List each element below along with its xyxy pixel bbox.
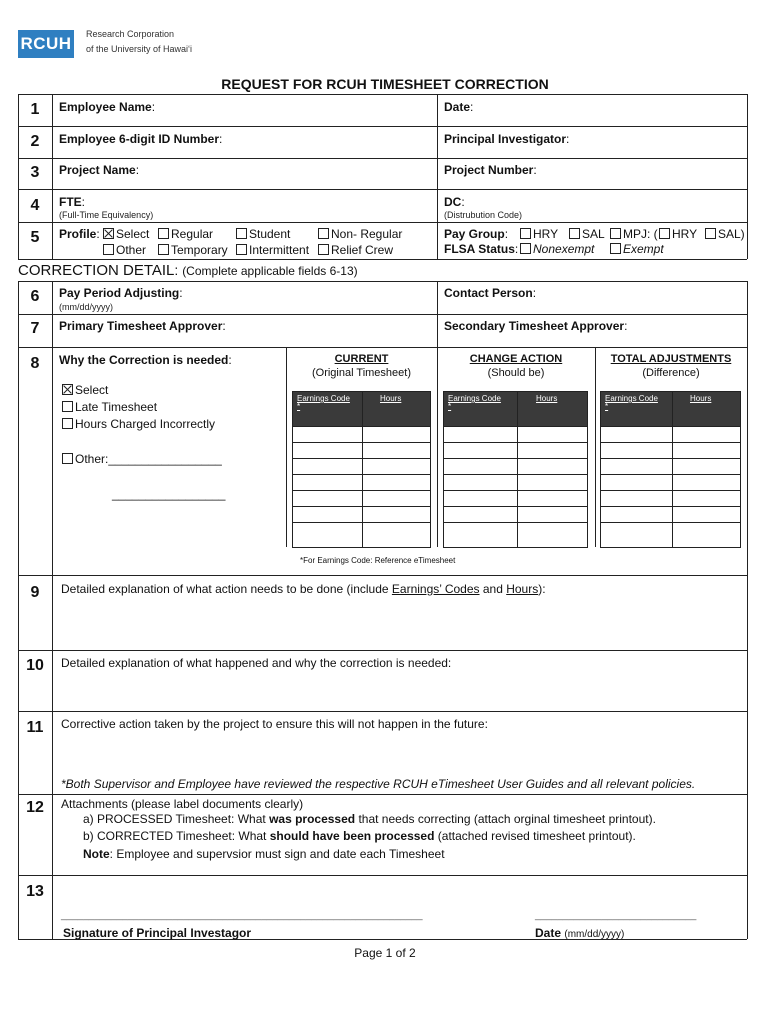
row-number-12: 12 <box>26 799 44 816</box>
frame-left-lower <box>18 281 19 939</box>
line-r5 <box>18 259 747 260</box>
attachment-note: Note: Employee and supervsior must sign and date each Timesheet <box>83 847 445 861</box>
mid-divider-top <box>437 94 438 259</box>
date-line[interactable]: _____________________________ <box>535 910 697 921</box>
reason-hours-charged-option[interactable]: Hours Charged Incorrectly <box>62 417 215 431</box>
earnings-code-footnote: *For Earnings Code: Reference eTimesheet <box>300 556 456 565</box>
fte-field[interactable]: FTE: <box>59 195 86 209</box>
signature-label: Signature of Principal Investagor <box>63 926 252 940</box>
change-action-column-title: CHANGE ACTION <box>469 353 563 365</box>
profile-nonregular-option[interactable]: Non- Regular <box>318 227 402 241</box>
principal-investigator-field[interactable]: Principal Investigator: <box>444 132 570 146</box>
flsa-nonexempt-option[interactable]: Nonexempt <box>520 242 594 256</box>
table-row-line <box>601 506 740 507</box>
fte-sublabel: (Full-Time Equivalency) <box>59 210 154 220</box>
table-row-line <box>444 458 587 459</box>
contact-person-field[interactable]: Contact Person: <box>444 286 537 300</box>
contact-person-label: Contact Person <box>444 286 533 300</box>
profile-label: Profile: <box>59 227 100 241</box>
current-earnings-table <box>292 391 431 548</box>
num-col-divider <box>52 94 53 259</box>
happened-explanation-input[interactable] <box>53 674 747 709</box>
happened-explanation-label: Detailed explanation of what happened and why the correction is needed: <box>61 656 452 670</box>
checkbox-icon <box>103 244 114 255</box>
row-number-10: 10 <box>26 657 44 674</box>
profile-intermittent-option[interactable]: Intermittent <box>236 243 309 257</box>
checkbox-icon <box>610 243 621 254</box>
checkbox-icon <box>318 228 329 239</box>
other-blank-line-2[interactable]: _________________ <box>112 487 226 501</box>
table-row-line <box>444 474 587 475</box>
secondary-approver-field[interactable]: Secondary Timesheet Approver: <box>444 319 628 333</box>
org-name-line2: of the University of Hawai‘i <box>86 44 193 54</box>
corrective-action-label: Corrective action taken by the project to ensure this will not happen in the future: <box>61 717 488 731</box>
checkbox-icon <box>705 228 716 239</box>
row-number-9: 9 <box>30 584 40 601</box>
table-row-line <box>601 458 740 459</box>
checkbox-icon <box>659 228 670 239</box>
form-title: REQUEST FOR RCUH TIMESHEET CORRECTION <box>221 76 549 92</box>
attachments-heading: Attachments (please label documents clearly) <box>61 797 304 811</box>
dc-label: DC <box>444 195 462 209</box>
table-row-line <box>444 506 587 507</box>
row-number-11: 11 <box>26 719 44 736</box>
attachment-item-b: b) CORRECTED Timesheet: What should have been processed (attached revised timesheet printout). <box>83 829 636 843</box>
employee-id-label: Employee 6-digit ID Number <box>59 132 220 146</box>
secondary-approver-label: Secondary Timesheet Approver <box>444 319 625 333</box>
table-header <box>444 392 587 426</box>
pay-group-mpj-sal-option[interactable]: SAL) <box>705 227 745 241</box>
profile-select-option[interactable]: Select <box>103 227 149 241</box>
current-column-title: CURRENT <box>334 353 389 365</box>
change-action-column-subtitle: (Should be) <box>487 367 545 379</box>
earnings-code-header: Earnings Code <box>448 394 501 403</box>
date-field[interactable]: Date: <box>444 100 474 114</box>
row-number-8: 8 <box>30 355 40 372</box>
table-row-line <box>293 458 430 459</box>
checkbox-icon <box>318 244 329 255</box>
table-row-line <box>601 442 740 443</box>
line-r1 <box>18 126 747 127</box>
hours-header: Hours <box>536 394 558 403</box>
signature-line[interactable]: _________________________________________________________________ <box>61 910 423 921</box>
asterisk-marker: * <box>297 402 301 411</box>
pay-group-mpj-hry-option[interactable]: HRY <box>659 227 697 241</box>
total-adjustments-earnings-table <box>600 391 741 548</box>
action-explanation-label: Detailed explanation of what action needs to be done (include Earnings’ Codes and Hours): <box>61 582 546 596</box>
asterisk-marker: * <box>605 402 609 411</box>
line-r9 <box>18 650 747 651</box>
change-action-earnings-table <box>443 391 588 548</box>
earnings-code-header: Earnings Code <box>297 394 350 403</box>
checkbox-icon <box>62 453 73 464</box>
page-number: Page 1 of 2 <box>354 946 416 960</box>
frame-right <box>747 94 748 259</box>
checkbox-icon <box>520 243 531 254</box>
line-r7 <box>18 347 747 348</box>
pay-group-hry-option[interactable]: HRY <box>520 227 558 241</box>
signature-date-label: Date (mm/dd/yyyy) <box>535 926 625 940</box>
project-number-label: Project Number <box>444 163 534 177</box>
profile-relief-crew-option[interactable]: Relief Crew <box>318 243 393 257</box>
checkbox-icon <box>569 228 580 239</box>
current-column-subtitle: (Original Timesheet) <box>311 367 412 379</box>
table-col-divider <box>672 392 673 547</box>
row-number-2: 2 <box>30 133 40 150</box>
flsa-exempt-option[interactable]: Exempt <box>610 242 664 256</box>
checkbox-icon <box>610 228 621 239</box>
line-r12 <box>18 875 747 876</box>
line-r6-top <box>18 281 747 282</box>
table-row-line <box>601 426 740 427</box>
attachment-item-a: a) PROCESSED Timesheet: What was processed that needs correcting (attach orginal timesheet printout). <box>83 812 656 826</box>
total-adjustments-column-title: TOTAL ADJUSTMENTS <box>610 353 732 365</box>
table-row-line <box>444 490 587 491</box>
primary-approver-field[interactable]: Primary Timesheet Approver: <box>59 319 226 333</box>
checkbox-checked-icon <box>103 228 114 239</box>
line-r11 <box>18 794 747 795</box>
checkbox-checked-icon <box>62 384 73 395</box>
pay-group-sal-option[interactable]: SAL <box>569 227 605 241</box>
why-correction-label: Why the Correction is needed: <box>59 353 232 367</box>
flsa-status-label: FLSA Status: <box>444 242 519 256</box>
org-name-line1: Research Corporation <box>86 29 175 39</box>
employee-name-field[interactable]: Employee Name: <box>59 100 156 114</box>
checkbox-icon <box>62 418 73 429</box>
reason-other-option[interactable]: Other:_________________ <box>62 452 222 466</box>
pay-group-label: Pay Group: <box>444 227 509 241</box>
reason-late-timesheet-option[interactable]: Late Timesheet <box>62 400 157 414</box>
employee-id-field[interactable]: Employee 6-digit ID Number: <box>59 132 223 146</box>
hours-header: Hours <box>380 394 402 403</box>
row-number-7: 7 <box>30 320 40 337</box>
row-number-13: 13 <box>26 883 44 900</box>
table-row-line <box>444 426 587 427</box>
checkbox-icon <box>158 244 169 255</box>
review-note: *Both Supervisor and Employee have reviewed the respective RCUH eTimesheet User Guides and all relevant policies. <box>61 777 696 791</box>
line-r4 <box>18 222 747 223</box>
table-row-line <box>293 506 430 507</box>
table-col-divider <box>517 392 518 547</box>
project-name-field[interactable]: Project Name: <box>59 163 140 177</box>
correction-detail-heading: CORRECTION DETAIL: (Complete applicable fields 6-13) <box>18 262 358 279</box>
earnings-code-header: Earnings Code <box>605 394 658 403</box>
pay-period-field[interactable]: Pay Period Adjusting: <box>59 286 183 300</box>
row-number-6: 6 <box>30 288 40 305</box>
table-row-line <box>293 426 430 427</box>
date-label: Date <box>444 100 471 114</box>
checkbox-icon <box>236 228 247 239</box>
table-row-line <box>293 442 430 443</box>
fte-label: FTE <box>59 195 82 209</box>
profile-student-option[interactable]: Student <box>236 227 290 241</box>
primary-approver-label: Primary Timesheet Approver <box>59 319 223 333</box>
frame-right-lower <box>747 281 748 939</box>
employee-name-label: Employee Name <box>59 100 152 114</box>
checkbox-icon <box>236 244 247 255</box>
line-r3 <box>18 189 747 190</box>
table-row-line <box>601 474 740 475</box>
row-number-5: 5 <box>30 229 40 246</box>
total-adjustments-column-subtitle: (Difference) <box>642 367 700 379</box>
pay-period-sublabel: (mm/dd/yyyy) <box>59 302 113 312</box>
table-header <box>601 392 740 426</box>
dc-field[interactable]: DC: <box>444 195 465 209</box>
profile-other-option[interactable]: Other <box>103 243 146 257</box>
row-number-3: 3 <box>30 164 40 181</box>
corrective-action-input[interactable] <box>53 735 747 775</box>
line-r10 <box>18 711 747 712</box>
rcuh-logo: RCUH <box>18 30 74 58</box>
row-number-4: 4 <box>30 197 40 214</box>
profile-regular-option[interactable]: Regular <box>158 227 213 241</box>
principal-investigator-label: Principal Investigator <box>444 132 567 146</box>
dc-sublabel: (Distrubution Code) <box>444 210 523 220</box>
table-row-line <box>293 474 430 475</box>
project-number-field[interactable]: Project Number: <box>444 163 537 177</box>
line-r2 <box>18 158 747 159</box>
pay-period-label: Pay Period Adjusting <box>59 286 180 300</box>
checkbox-icon <box>62 401 73 412</box>
table-row-line <box>293 490 430 491</box>
profile-temporary-option[interactable]: Temporary <box>158 243 228 257</box>
table-row-line <box>444 522 587 523</box>
table-row-line <box>601 490 740 491</box>
checkbox-icon <box>158 228 169 239</box>
table-row-line <box>601 522 740 523</box>
hours-header: Hours <box>690 394 712 403</box>
reason-select-option[interactable]: Select <box>62 383 108 397</box>
row-number-1: 1 <box>30 101 40 118</box>
line-top <box>18 94 747 95</box>
table-row-line <box>293 522 430 523</box>
line-r8 <box>18 575 747 576</box>
asterisk-marker: * <box>448 402 452 411</box>
pay-group-mpj-option[interactable]: MPJ: ( <box>610 227 658 241</box>
action-explanation-input[interactable] <box>53 600 747 648</box>
other-blank-line[interactable]: _________________ <box>108 452 222 466</box>
project-name-label: Project Name <box>59 163 136 177</box>
checkbox-icon <box>520 228 531 239</box>
table-row-line <box>444 442 587 443</box>
table-col-divider <box>362 392 363 547</box>
line-r6 <box>18 314 747 315</box>
